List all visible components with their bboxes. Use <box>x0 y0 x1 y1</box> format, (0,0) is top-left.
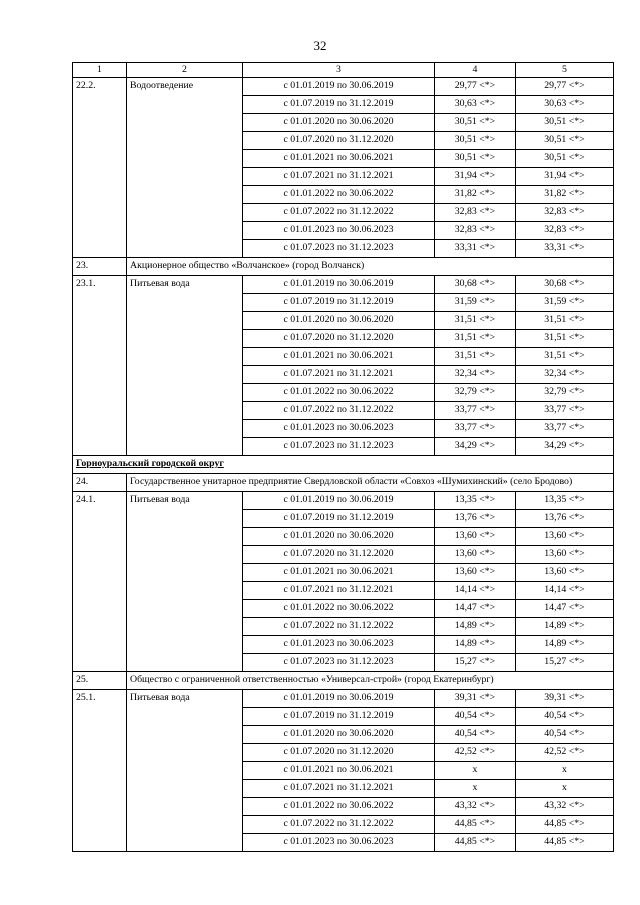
tariff-value-cell: 15,27 <*> <box>435 654 516 672</box>
tariff-value-cell: 33,77 <*> <box>516 420 614 438</box>
column-header: 1 <box>73 63 127 78</box>
period-cell: с 01.07.2022 по 31.12.2022 <box>243 402 435 420</box>
tariff-value-cell: 30,51 <*> <box>516 114 614 132</box>
tariff-value-cell: 30,63 <*> <box>516 96 614 114</box>
tariff-value-cell: 33,77 <*> <box>435 420 516 438</box>
tariff-value-cell: 14,14 <*> <box>516 582 614 600</box>
period-cell: с 01.01.2020 по 30.06.2020 <box>243 528 435 546</box>
column-header: 3 <box>243 63 435 78</box>
service-name: Питьевая вода <box>127 276 243 456</box>
tariff-value-cell: 14,89 <*> <box>516 636 614 654</box>
period-cell: с 01.07.2021 по 31.12.2021 <box>243 780 435 798</box>
tariff-value-cell: 30,51 <*> <box>435 114 516 132</box>
page-number: 32 <box>313 38 327 53</box>
tariff-value-cell: 32,79 <*> <box>516 384 614 402</box>
tariff-value-cell: 31,51 <*> <box>516 312 614 330</box>
period-cell: с 01.01.2020 по 30.06.2020 <box>243 312 435 330</box>
tariff-value-cell: 39,31 <*> <box>435 690 516 708</box>
tariff-value-cell: x <box>516 780 614 798</box>
tariff-value-cell: 44,85 <*> <box>516 834 614 852</box>
period-cell: с 01.01.2022 по 30.06.2022 <box>243 384 435 402</box>
tariff-value-cell: 32,83 <*> <box>435 222 516 240</box>
period-cell: с 01.01.2023 по 30.06.2023 <box>243 834 435 852</box>
period-cell: с 01.07.2019 по 31.12.2019 <box>243 510 435 528</box>
tariff-value-cell: 32,83 <*> <box>516 204 614 222</box>
tariff-value-cell: 13,60 <*> <box>516 564 614 582</box>
tariff-value-cell: 30,51 <*> <box>435 150 516 168</box>
period-cell: с 01.07.2020 по 31.12.2020 <box>243 132 435 150</box>
tariff-value-cell: 14,89 <*> <box>435 636 516 654</box>
organization-name: Акционерное общество «Волчанское» (город Волчанск) <box>127 258 614 276</box>
tariff-value-cell: 31,51 <*> <box>435 330 516 348</box>
tariff-value-cell: 31,94 <*> <box>516 168 614 186</box>
tariff-value-cell: 29,77 <*> <box>516 78 614 96</box>
period-cell: с 01.07.2020 по 31.12.2020 <box>243 744 435 762</box>
tariff-value-cell: 13,76 <*> <box>516 510 614 528</box>
period-cell: с 01.01.2021 по 30.06.2021 <box>243 150 435 168</box>
tariff-value-cell: 44,85 <*> <box>435 816 516 834</box>
period-cell: с 01.01.2019 по 30.06.2019 <box>243 276 435 294</box>
period-cell: с 01.07.2021 по 31.12.2021 <box>243 168 435 186</box>
tariff-value-cell: 32,83 <*> <box>516 222 614 240</box>
tariff-value-cell: 14,89 <*> <box>435 618 516 636</box>
period-cell: с 01.01.2023 по 30.06.2023 <box>243 222 435 240</box>
service-name: Водоотведение <box>127 78 243 258</box>
period-cell: с 01.01.2019 по 30.06.2019 <box>243 78 435 96</box>
organization-name: Общество с ограниченной ответственностью «Универсал-строй» (город Екатеринбург) <box>127 672 614 690</box>
period-cell: с 01.07.2023 по 31.12.2023 <box>243 240 435 258</box>
tariff-value-cell: 31,51 <*> <box>435 312 516 330</box>
tariff-row <box>73 690 614 708</box>
tariff-value-cell: 33,77 <*> <box>435 402 516 420</box>
period-cell: с 01.07.2020 по 31.12.2020 <box>243 330 435 348</box>
tariff-value-cell: 14,47 <*> <box>435 600 516 618</box>
period-cell: с 01.07.2021 по 31.12.2021 <box>243 582 435 600</box>
item-number: 24. <box>73 474 127 492</box>
tariff-value-cell: 30,63 <*> <box>435 96 516 114</box>
tariff-value-cell: 14,14 <*> <box>435 582 516 600</box>
tariff-value-cell: 32,79 <*> <box>435 384 516 402</box>
tariff-value-cell: 34,29 <*> <box>516 438 614 456</box>
column-header: 2 <box>127 63 243 78</box>
period-cell: с 01.01.2019 по 30.06.2019 <box>243 492 435 510</box>
tariff-value-cell: 31,51 <*> <box>516 348 614 366</box>
tariff-value-cell: 31,51 <*> <box>435 348 516 366</box>
tariff-value-cell: 33,31 <*> <box>435 240 516 258</box>
tariff-value-cell: 30,51 <*> <box>435 132 516 150</box>
organization-row <box>73 672 614 690</box>
tariff-value-cell: 13,35 <*> <box>435 492 516 510</box>
period-cell: с 01.01.2022 по 30.06.2022 <box>243 798 435 816</box>
tariff-value-cell: 30,68 <*> <box>516 276 614 294</box>
tariff-value-cell: 42,52 <*> <box>516 744 614 762</box>
tariff-value-cell: 31,82 <*> <box>435 186 516 204</box>
tariff-value-cell: 30,51 <*> <box>516 132 614 150</box>
tariff-row <box>73 78 614 96</box>
tariff-value-cell: 44,85 <*> <box>516 816 614 834</box>
tariff-value-cell: 39,31 <*> <box>516 690 614 708</box>
period-cell: с 01.07.2023 по 31.12.2023 <box>243 654 435 672</box>
tariff-row <box>73 276 614 294</box>
organization-row <box>73 258 614 276</box>
tariff-value-cell: x <box>435 762 516 780</box>
tariff-value-cell: 14,47 <*> <box>516 600 614 618</box>
region-row <box>73 456 614 474</box>
tariff-value-cell: 31,51 <*> <box>516 330 614 348</box>
column-header-row <box>73 63 614 78</box>
tariff-table-body <box>73 63 614 852</box>
organization-row <box>73 474 614 492</box>
period-cell: с 01.01.2020 по 30.06.2020 <box>243 726 435 744</box>
region-title: Горноуральский городской округ <box>73 456 614 474</box>
period-cell: с 01.01.2021 по 30.06.2021 <box>243 564 435 582</box>
tariff-value-cell: x <box>435 780 516 798</box>
tariff-value-cell: 43,32 <*> <box>435 798 516 816</box>
period-cell: с 01.01.2022 по 30.06.2022 <box>243 186 435 204</box>
period-cell: с 01.01.2021 по 30.06.2021 <box>243 348 435 366</box>
tariff-value-cell: 13,35 <*> <box>516 492 614 510</box>
column-header: 4 <box>435 63 516 78</box>
tariff-value-cell: 31,59 <*> <box>516 294 614 312</box>
tariff-value-cell: 13,60 <*> <box>435 528 516 546</box>
tariff-value-cell: 33,31 <*> <box>516 240 614 258</box>
item-number: 24.1. <box>73 492 127 672</box>
tariff-value-cell: 13,60 <*> <box>435 546 516 564</box>
tariff-value-cell: 15,27 <*> <box>516 654 614 672</box>
period-cell: с 01.01.2019 по 30.06.2019 <box>243 690 435 708</box>
item-number: 23. <box>73 258 127 276</box>
period-cell: с 01.01.2023 по 30.06.2023 <box>243 636 435 654</box>
period-cell: с 01.01.2020 по 30.06.2020 <box>243 114 435 132</box>
tariff-value-cell: 33,77 <*> <box>516 402 614 420</box>
tariff-row <box>73 492 614 510</box>
service-name: Питьевая вода <box>127 492 243 672</box>
tariff-value-cell: 32,83 <*> <box>435 204 516 222</box>
tariff-value-cell: 30,68 <*> <box>435 276 516 294</box>
period-cell: с 01.07.2022 по 31.12.2022 <box>243 618 435 636</box>
service-name: Питьевая вода <box>127 690 243 852</box>
column-header: 5 <box>516 63 614 78</box>
period-cell: с 01.01.2021 по 30.06.2021 <box>243 762 435 780</box>
item-number: 23.1. <box>73 276 127 456</box>
period-cell: с 01.07.2021 по 31.12.2021 <box>243 366 435 384</box>
tariff-value-cell: 34,29 <*> <box>435 438 516 456</box>
period-cell: с 01.07.2022 по 31.12.2022 <box>243 204 435 222</box>
tariff-value-cell: 31,82 <*> <box>516 186 614 204</box>
period-cell: с 01.07.2019 по 31.12.2019 <box>243 294 435 312</box>
period-cell: с 01.07.2020 по 31.12.2020 <box>243 546 435 564</box>
tariff-value-cell: 31,59 <*> <box>435 294 516 312</box>
tariff-value-cell: 40,54 <*> <box>435 726 516 744</box>
period-cell: с 01.01.2023 по 30.06.2023 <box>243 420 435 438</box>
tariff-value-cell: 44,85 <*> <box>435 834 516 852</box>
tariff-value-cell: 42,52 <*> <box>435 744 516 762</box>
tariff-value-cell: 32,34 <*> <box>516 366 614 384</box>
period-cell: с 01.07.2023 по 31.12.2023 <box>243 438 435 456</box>
period-cell: с 01.07.2019 по 31.12.2019 <box>243 708 435 726</box>
period-cell: с 01.07.2019 по 31.12.2019 <box>243 96 435 114</box>
organization-name: Государственное унитарное предприятие Свердловской области «Совхоз «Шумихинский» (село Бродово) <box>127 474 614 492</box>
tariff-value-cell: 40,54 <*> <box>516 708 614 726</box>
tariff-value-cell: 40,54 <*> <box>435 708 516 726</box>
item-number: 25.1. <box>73 690 127 852</box>
tariff-value-cell: 13,76 <*> <box>435 510 516 528</box>
period-cell: с 01.01.2022 по 30.06.2022 <box>243 600 435 618</box>
item-number: 22.2. <box>73 78 127 258</box>
period-cell: с 01.07.2022 по 31.12.2022 <box>243 816 435 834</box>
tariff-value-cell: 31,94 <*> <box>435 168 516 186</box>
item-number: 25. <box>73 672 127 690</box>
tariff-value-cell: 32,34 <*> <box>435 366 516 384</box>
tariff-table <box>72 62 614 852</box>
tariff-value-cell: 13,60 <*> <box>516 546 614 564</box>
tariff-value-cell: 40,54 <*> <box>516 726 614 744</box>
tariff-value-cell: 30,51 <*> <box>516 150 614 168</box>
tariff-value-cell: 43,32 <*> <box>516 798 614 816</box>
tariff-value-cell: x <box>516 762 614 780</box>
tariff-value-cell: 13,60 <*> <box>435 564 516 582</box>
tariff-value-cell: 29,77 <*> <box>435 78 516 96</box>
tariff-value-cell: 13,60 <*> <box>516 528 614 546</box>
tariff-value-cell: 14,89 <*> <box>516 618 614 636</box>
